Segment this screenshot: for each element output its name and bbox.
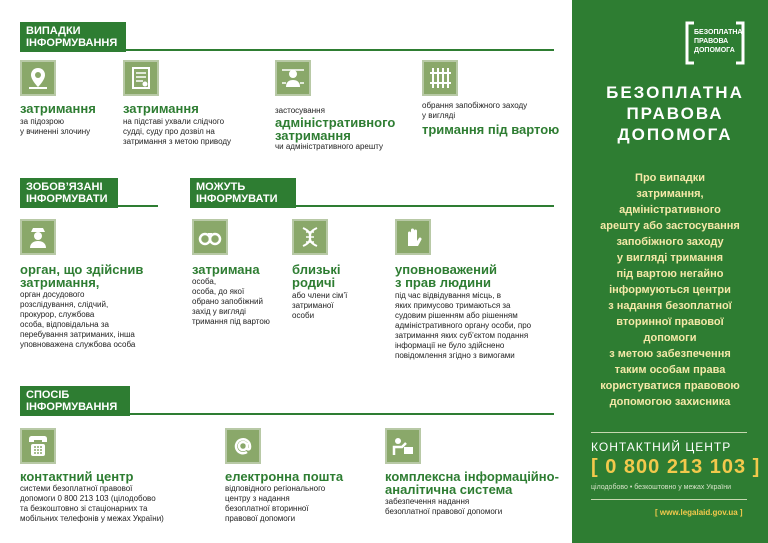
method-1-head: контактний центр bbox=[20, 469, 134, 484]
may-divider bbox=[296, 205, 554, 207]
obliged-title-line1: ЗОБОВ’ЯЗАНІ bbox=[26, 181, 103, 193]
cases-title-line1: ВИПАДКИ bbox=[26, 25, 81, 37]
case-1-head: затримання bbox=[20, 101, 96, 116]
may-3-head: уповноважений з прав людини bbox=[395, 262, 497, 290]
sidebar-description: Про випадки затримання, адміністративного арешту або застосування запобіжного заходу у вигляді тримання під вартою негайно інформуються центри з надання безоплатної вторинної правової допомоги з метою забезпечення таким особам права користуватися правовою допомогою захисника bbox=[600, 172, 740, 408]
method-title-line1: СПОСІБ bbox=[26, 389, 70, 401]
phone-icon bbox=[20, 428, 56, 464]
case-2-head: затримання bbox=[123, 101, 199, 116]
method-section-header bbox=[20, 386, 130, 416]
method-2-sub: відповідного регіонального центру з надання безоплатної вторинної правової допомоги bbox=[225, 484, 326, 523]
cases-title-line2: ІНФОРМУВАННЯ bbox=[26, 37, 118, 49]
logo-text: БЕЗОПЛАТНА ПРАВОВА ДОПОМОГА bbox=[694, 29, 743, 54]
detainee-icon bbox=[275, 60, 311, 96]
sidebar-title: БЕЗОПЛАТНА ПРАВОВА ДОПОМОГА bbox=[606, 83, 744, 144]
cases-divider bbox=[126, 49, 554, 51]
may-2-sub: або члени сім’ї затриманої особи bbox=[292, 291, 348, 320]
contact-bottom-line bbox=[591, 499, 747, 500]
method-divider bbox=[130, 413, 554, 415]
officer-icon bbox=[20, 219, 56, 255]
case-4-head: тримання під вартою bbox=[422, 122, 560, 137]
may-2-head: близькі родичі bbox=[292, 262, 341, 290]
method-2-head: електронна пошта bbox=[225, 469, 344, 484]
may-title-line2: ІНФОРМУВАТИ bbox=[196, 193, 278, 205]
website-link[interactable]: [ www.legalaid.gov.ua ] bbox=[655, 508, 743, 517]
obliged-divider bbox=[118, 205, 158, 207]
case-3-sub: чи адміністративного арешту bbox=[275, 142, 384, 151]
location-pin-icon bbox=[20, 60, 56, 96]
case-1-sub: за підозрою у вчиненні злочину bbox=[20, 117, 91, 136]
obliged-head: орган, що здійснив затримання, bbox=[20, 262, 144, 290]
dna-icon bbox=[292, 219, 328, 255]
at-sign-icon bbox=[225, 428, 261, 464]
may-3-sub: під час відвідування місць, в яких примусово тримаються за судовим рішенням або рішенням адміністративного органу особи, про затримання яких суб’єктом подання інформації не було здійснено повідомлення згідно з вимогами bbox=[395, 291, 532, 360]
case-4-pre: обрання запобіжного заходу у вигляді bbox=[422, 101, 528, 120]
case-3-pre: застосування bbox=[275, 106, 325, 115]
obliged-sub: орган досудового розслідування, слідчий, прокурор, службова особа, відповідальна за перебування затриманих, інша уповноважена службова особа bbox=[20, 290, 136, 349]
method-title-line2: ІНФОРМУВАННЯ bbox=[26, 401, 118, 413]
case-3-head: адміністративного затримання bbox=[275, 115, 396, 143]
contact-phone[interactable]: [ 0 800 213 103 ] bbox=[591, 456, 761, 478]
document-icon bbox=[123, 60, 159, 96]
may-title-line1: МОЖУТЬ bbox=[196, 181, 246, 193]
handcuffs-icon bbox=[192, 219, 228, 255]
method-1-sub: системи безоплатної правової допомоги 0 800 213 103 (цілодобово та безкоштовно зі стаціонарних та мобільних телефонів у межах України) bbox=[20, 484, 164, 523]
cases-section-header bbox=[20, 22, 126, 52]
contact-top-line bbox=[591, 432, 747, 433]
contact-free-note: цілодобово • безкоштовно у межах України bbox=[591, 484, 731, 491]
may-1-head: затримана bbox=[192, 262, 260, 277]
presenter-icon bbox=[385, 428, 421, 464]
hand-icon bbox=[395, 219, 431, 255]
contact-center-label: КОНТАКТНИЙ ЦЕНТР bbox=[591, 440, 732, 454]
method-3-sub: забезпечення надання безоплатної правової допомоги bbox=[385, 497, 503, 516]
prison-bars-icon bbox=[422, 60, 458, 96]
obliged-section-header bbox=[20, 178, 118, 208]
may-section-header bbox=[190, 178, 296, 208]
obliged-title-line2: ІНФОРМУВАТИ bbox=[26, 193, 108, 205]
method-3-head: комплексна інформаційно- аналітична система bbox=[385, 469, 559, 497]
may-1-sub: особа, особа, до якої обрано запобіжний захід у вигляді тримання під вартою bbox=[192, 277, 270, 326]
case-2-sub: на підставі ухвали слідчого судді, суду про дозвіл на затримання з метою приводу bbox=[123, 117, 232, 146]
